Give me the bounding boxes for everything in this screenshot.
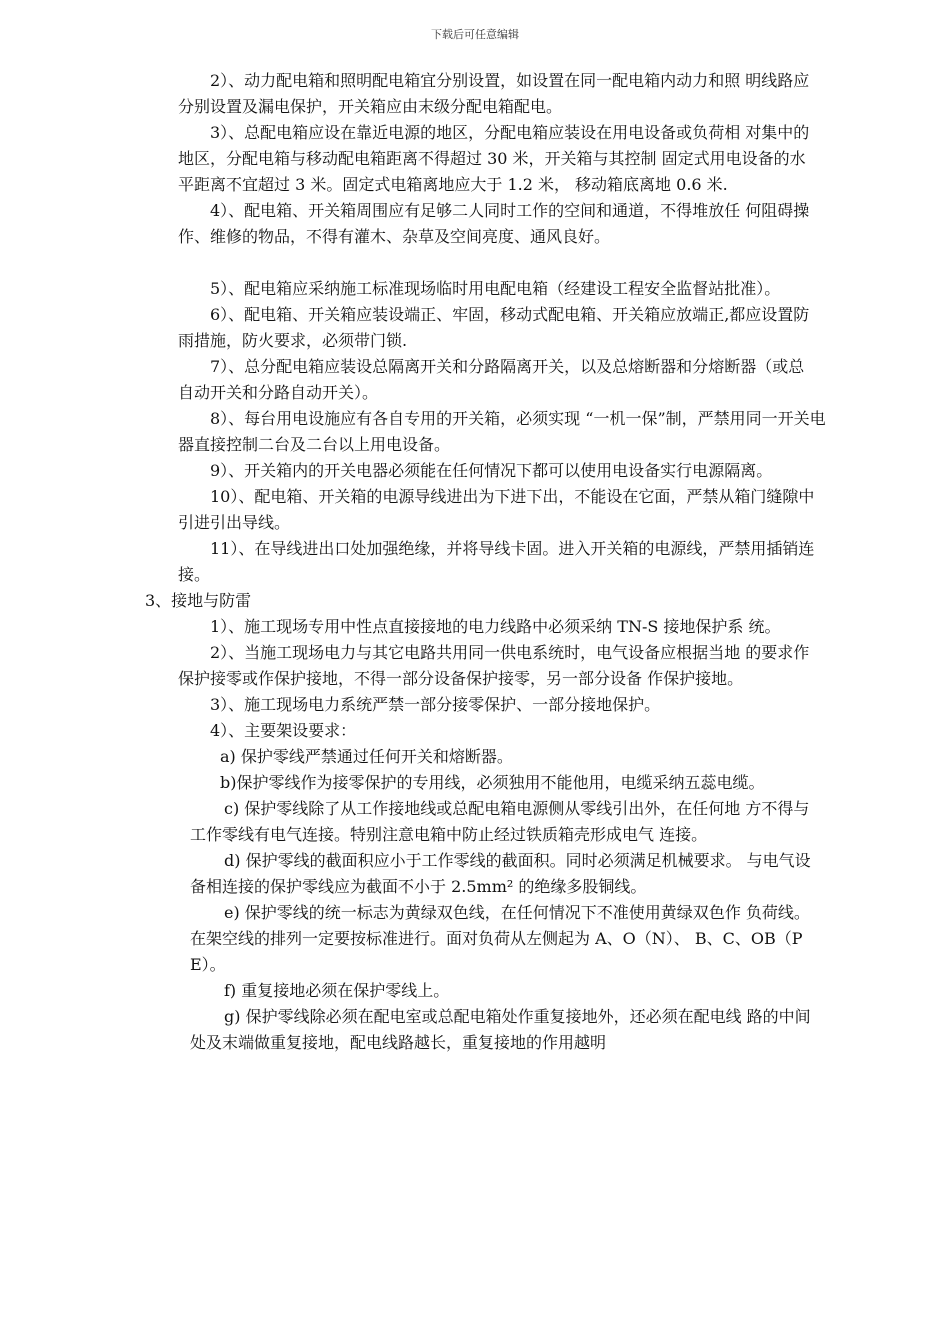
paragraph-first-line: g) 保护零线除必须在配电室或总配电箱处作重复接地外，还必须在配 bbox=[224, 1007, 710, 1026]
paragraph-10 bbox=[178, 484, 818, 536]
paragraph-first-line: 3）、施工现场电力系统严禁一部分接零保护、一部分接地保护。 bbox=[210, 695, 661, 714]
section-3-item-4 bbox=[178, 718, 818, 744]
paragraph-rest: 放任 何阻碍操作、维修的物品，不得有灌木、杂草及空间亮度、通风良好。 bbox=[178, 201, 810, 246]
paragraph-first-line: d) 保护零线的截面积应小于工作零线的截面积。同时必须满足机械要 bbox=[224, 851, 710, 870]
paragraph-rest: 荷相 对集中的地区，分配电箱与移动配电箱距离不得超过 30 米，开关箱与其控制 固定式用电设备的水平距离不宜超过 3 米。固定式电箱离地应大于 1.2 米， 移动箱底离地 0.6 米. bbox=[178, 123, 810, 194]
paragraph-rest: 色作 负荷线。在架空线的排列一定要按标准进行。面对负荷从左侧起为 A、O（N）、 B、C、OB（PE）。 bbox=[190, 903, 810, 974]
section-3-item-1 bbox=[178, 614, 818, 640]
paragraph-11 bbox=[178, 536, 828, 588]
subitem-c bbox=[190, 796, 820, 848]
paragraph-first-line: 9）、开关箱内的开关电器必须能在任何情况下都可以使用电设备实行电 bbox=[210, 461, 709, 480]
paragraph-6 bbox=[178, 302, 818, 354]
paragraph-first-line: 7）、总分配电箱应装设总隔离开关和分路隔离开关，以及总熔断器和分 bbox=[210, 357, 709, 376]
paragraph-first-line: a) 保护零线严禁通过任何开关和熔断器。 bbox=[220, 747, 513, 766]
paragraph-rest: 严禁用同一开关电器直接控制二台及二台以上用电设备。 bbox=[178, 409, 826, 454]
section-3-title: 3、接地与防雷 bbox=[145, 591, 252, 610]
paragraph-2 bbox=[178, 68, 818, 120]
subitem-e bbox=[190, 900, 820, 978]
paragraph-first-line: c) 保护零线除了从工作接地线或总配电箱电源侧从零线引出外，在任 bbox=[224, 799, 709, 818]
paragraph-first-line: e) 保护零线的统一标志为黄绿双色线，在任何情况下不准使用黄绿双 bbox=[224, 903, 709, 922]
paragraph-first-line: f) 重复接地必须在保护零线上。 bbox=[224, 981, 450, 1000]
paragraph-rest: 求。 与电气设备相连接的保护零线应为截面不小于 2.5mm² 的绝缘多股铜线。 bbox=[190, 851, 811, 896]
paragraph-rest: 站批准）。 bbox=[708, 279, 781, 298]
subitem-a bbox=[190, 744, 820, 770]
paragraph-rest: 护系 统。 bbox=[711, 617, 781, 636]
paragraph-first-line: 4）、主要架设要求： bbox=[210, 721, 357, 740]
paragraph-7 bbox=[178, 354, 818, 406]
paragraph-9 bbox=[178, 458, 818, 484]
paragraph-3 bbox=[178, 120, 818, 198]
paragraph-4 bbox=[178, 198, 828, 250]
paragraph-first-line: 6）、配电箱、开关箱应装设端正、牢固，移动式配电箱、开关箱应放端 bbox=[210, 305, 709, 324]
paragraph-8 bbox=[178, 406, 828, 458]
paragraph-first-line: b)保护零线作为接零保护的专用线，必须独用不能他用，电缆采纳五 bbox=[220, 773, 701, 792]
subitem-b bbox=[180, 770, 820, 796]
paragraph-first-line: 3）、总配电箱应设在靠近电源的地区，分配电箱应装设在用电设备或负 bbox=[210, 123, 709, 142]
subitem-f bbox=[190, 978, 820, 1004]
paragraph-first-line: 10）、配电箱、开关箱的电源导线进出为下进下出，不能设在它面，严 bbox=[210, 487, 703, 506]
paragraph-first-line: 2）、动力配电箱和照明配电箱宜分别设置，如设置在同一配电箱内动力 bbox=[210, 71, 709, 90]
page-header: 下载后可任意编辑 bbox=[431, 28, 519, 41]
paragraph-first-line: 4）、配电箱、开关箱周围应有足够二人同时工作的空间和通道，不得堆 bbox=[210, 201, 709, 220]
paragraph-first-line: 11）、在导线进出口处加强绝缘，并将导线卡固。进入开关箱的电源线， bbox=[210, 539, 719, 558]
paragraph-first-line: 2）、当施工现场电力与其它电路共用同一供电系统时，电气设备应根据 bbox=[210, 643, 709, 662]
document-body bbox=[0, 68, 950, 1056]
paragraph-5 bbox=[178, 276, 818, 302]
section-3-item-3 bbox=[178, 692, 818, 718]
paragraph-rest: 电线 路的中间处及末端做重复接地，配电线路越长，重复接地的作用越明 bbox=[190, 1007, 811, 1052]
subitem-d bbox=[190, 848, 820, 900]
paragraph-rest: 和照 明线路应分别设置及漏电保护，开关箱应由末级分配电箱配电。 bbox=[178, 71, 810, 116]
paragraph-rest: 当地 的要求作保护接零或作保护接地，不得一部分设备保护接零，另一部分设备 作保护接地。 bbox=[178, 643, 810, 688]
paragraph-rest: 何地 方不得与工作零线有电气连接。特别注意电箱中防止经过铁质箱壳形成电气 连接。 bbox=[190, 799, 810, 844]
section-3-item-2 bbox=[178, 640, 818, 692]
paragraph-rest: 蕊电缆。 bbox=[700, 773, 765, 792]
paragraph-rest: 正,都应设置防雨措施，防火要求，必须带门锁. bbox=[178, 305, 810, 350]
paragraph-rest: 禁从箱门缝隙中引进引出导线。 bbox=[178, 487, 815, 532]
paragraph-rest: 源隔离。 bbox=[708, 461, 773, 480]
paragraph-rest: 严禁用插销连接。 bbox=[178, 539, 815, 584]
subitem-g bbox=[190, 1004, 820, 1056]
paragraph-first-line: 5）、配电箱应采纳施工标准现场临时用电配电箱（经建设工程安全监督 bbox=[210, 279, 709, 298]
paragraph-rest: 熔断器（或总自动开关和分路自动开关）。 bbox=[178, 357, 805, 402]
paragraph-first-line: 8）、每台用电设施应有各自专用的开关箱，必须实现 “一机一保”制， bbox=[210, 409, 698, 428]
paragraph-first-line: 1）、施工现场专用中性点直接接地的电力线路中必须采纳 TN-S 接地保 bbox=[210, 617, 712, 636]
